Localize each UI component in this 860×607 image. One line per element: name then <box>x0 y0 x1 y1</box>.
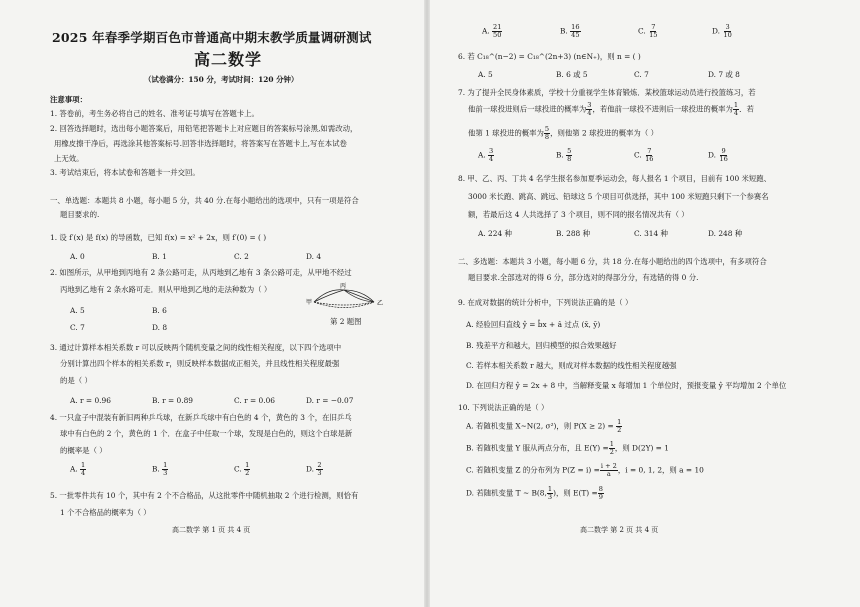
q7-option-a: A. $\frac{3}{4}$ <box>478 147 494 163</box>
question-4: 4. 一只盒子中混装有新旧两种乒乓球，在新乒乓球中有白色的 4 个，黄色的 3 个，在旧乒乓 <box>50 413 352 422</box>
q2-option-c: C. 7 <box>70 323 85 332</box>
notes-title: 注意事项： <box>50 95 87 104</box>
question-9: 9. 在成对数据的统计分析中，下列说法正确的是（ ） <box>458 298 633 307</box>
fig-label-bing: 丙 <box>340 283 347 290</box>
q1-option-d: D. 4 <box>306 252 322 261</box>
section1-heading: 一、单选题：本题共 8 小题，每小题 5 分，共 40 分.在每小题给出的选项中，只有一项是符合 <box>50 196 359 205</box>
question-8-cont: 3000 米长跑、跳高、跳远、铅球这 5 个项目可供选择，其中 100 米短跑只剩下一个参赛名 <box>468 192 769 201</box>
section1-heading-cont: 题目要求的. <box>60 210 100 219</box>
q5-option-b: B. $\frac{16}{45}$ <box>560 23 580 39</box>
q4-option-a: A. $\frac{1}{4}$ <box>70 461 86 477</box>
page-1-footer: 高二数学 第 1 页 共 4 页 <box>172 526 251 534</box>
q2-option-b: B. 6 <box>152 306 167 315</box>
question-8-cont2: 额，若最后这 4 人共选择了 3 个项目，则不同的报名情况共有（ ） <box>468 210 689 219</box>
q6-option-a: A. 5 <box>478 70 493 79</box>
q9-option-a: A. 经验回归直线 ŷ = b̂x + â 过点 (x̄, ȳ) <box>466 320 601 329</box>
q1-option-c: C. 2 <box>234 252 249 261</box>
question-5: 5. 一批零件共有 10 个，其中有 2 个不合格品，从这批零件中随机抽取 2 个进行检测，则恰有 <box>50 491 359 500</box>
q2-figure-caption: 第 2 题图 <box>330 317 362 326</box>
q2-route-figure <box>306 282 386 316</box>
q1-option-a: A. 0 <box>70 252 85 261</box>
q8-option-b: B. 288 种 <box>556 229 590 238</box>
note-line: 2. 回答选择题时，选出每小题答案后，用铅笔把答题卡上对应题目的答案标号涂黑,如需改动， <box>50 124 358 133</box>
question-6: 6. 若 C₁₈^(n−2) = C₁₈^(2n+3) (n∈N₊)，则 n = ( ) <box>458 52 641 61</box>
q9-option-d: D. 在回归方程 ŷ = 2x + 8 中，当解释变量 x 每增加 1 个单位时，预报变量 ŷ 平均增加 2 个单位 <box>466 381 787 390</box>
question-2-cont: 丙地到乙地有 2 条水路可走．则从甲地到乙地的走法种数为（ ） <box>60 285 272 294</box>
question-10: 10. 下列说法正确的是（ ） <box>458 403 549 412</box>
q8-option-a: A. 224 种 <box>478 229 512 238</box>
q2-option-d: D. 8 <box>152 323 168 332</box>
note-line: 1. 答卷前，考生务必将自己的姓名、准考证号填写在答题卡上。 <box>50 109 259 118</box>
q4-option-b: B. $\frac{1}{3}$ <box>152 461 168 477</box>
question-3-cont2: 的是（ ） <box>60 376 92 385</box>
question-4-cont2: 的概率是（ ） <box>60 446 107 455</box>
question-2: 2. 如图所示，从甲地到丙地有 2 条公路可走，从丙地到乙地有 3 条公路可走，从甲地不经过 <box>50 268 352 277</box>
question-3-cont: 分别计算出四个样本的相关系数 r，则反映样本数据成正相关，并且线性相关程度最强 <box>60 359 340 368</box>
question-4-cont: 球中有白色的 2 个，黄色的 1 个．在盒子中任取一个球，发现是白色的，则这个白球是新 <box>60 429 353 438</box>
q5-option-d: D. $\frac{3}{10}$ <box>712 23 732 39</box>
page-2 <box>452 0 816 607</box>
note-line: 上无效。 <box>54 154 84 163</box>
page-1 <box>44 0 404 607</box>
exam-title: 2025 年春季学期百色市普通高中期末教学质量调研测试 <box>52 30 372 45</box>
page-gutter <box>424 0 430 607</box>
question-5-cont: 1 个不合格品的概率为（ ） <box>60 508 151 517</box>
note-line: 3. 考试结束后，将本试卷和答题卡一并交回。 <box>50 168 200 177</box>
q8-option-d: D. 248 种 <box>708 229 743 238</box>
q7-option-d: D. $\frac{9}{16}$ <box>708 147 728 163</box>
page-2-footer: 高二数学 第 2 页 共 4 页 <box>580 526 659 534</box>
q1-option-b: B. 1 <box>152 252 167 261</box>
q10-option-b: B. 若随机变量 Y 服从两点分布，且 E(Y) = $\frac{1}{2}$ ，则 D(2Y) = 1 <box>466 440 669 456</box>
q6-option-b: B. 6 或 5 <box>556 70 588 79</box>
q10-option-d: D. 若随机变量 T ~ B(8, $\frac{1}{3}$ )，则 E(T) = $\frac{8}{9}$ <box>466 485 603 501</box>
section2-heading: 二、多选题：本题共 3 小题，每小题 6 分，共 18 分.在每小题给出的四个选项中，有多项符合 <box>458 257 767 266</box>
question-7: 7. 为了提升全民身体素质，学校十分重视学生体育锻炼．某校篮球运动员进行投篮练习，若 <box>458 88 756 97</box>
q5-option-c: C. $\frac{7}{15}$ <box>638 23 658 39</box>
question-7-cont: 他前一球投进则后一球投进的概率为 $\frac{3}{4}$ ，若他前一球投不进则后一球投进的概率为 $\frac{1}{4}$ ．若 <box>468 101 754 117</box>
fig-label-yi: 乙 <box>377 300 384 307</box>
question-8: 8. 甲、乙、丙、丁共 4 名学生报名参加夏季运动会，每人报名 1 个项目，目前有 100 米短跑、 <box>458 174 772 183</box>
q9-option-c: C. 若样本相关系数 r 越大，则成对样本数据的线性相关程度越强 <box>466 361 677 370</box>
q7-option-b: B. $\frac{5}{8}$ <box>556 147 572 163</box>
q3-option-d: D. r = −0.07 <box>306 396 354 405</box>
question-1: 1. 设 f′(x) 是 f(x) 的导函数，已知 f(x) = x² + 2x，则 f′(0) = ( ) <box>50 233 267 242</box>
q2-option-a: A. 5 <box>70 306 85 315</box>
q3-option-c: C. r = 0.06 <box>234 396 275 405</box>
q5-option-a: A. $\frac{21}{50}$ <box>482 23 502 39</box>
q4-option-d: D. $\frac{2}{3}$ <box>306 461 322 477</box>
q10-option-a: A. 若随机变量 X~N(2, σ²)，则 P(X ≥ 2) = $\frac{1}{2}$ <box>466 418 622 434</box>
q6-option-c: C. 7 <box>634 70 649 79</box>
note-line: 用橡皮擦干净后，再选涂其他答案标号.回答非选择题时，将答案写在答题卡上,写在本试卷 <box>54 139 347 148</box>
q9-option-b: B. 残差平方和越大，回归模型的拟合效果越好 <box>466 341 617 350</box>
q3-option-a: A. r = 0.96 <box>70 396 111 405</box>
exam-info: （试卷满分：150 分，考试时间：120 分钟） <box>144 75 299 84</box>
section2-heading-cont: 题目要求.全部选对的得 6 分，部分选对的得部分分，有选错的得 0 分. <box>468 273 699 282</box>
q3-option-b: B. r = 0.89 <box>152 396 194 405</box>
q7-option-c: C. $\frac{7}{16}$ <box>634 147 654 163</box>
q6-option-d: D. 7 或 8 <box>708 70 740 79</box>
question-7-cont2: 他第 1 球投进的概率为 $\frac{5}{8}$ ，则他第 2 球投进的概率为（ ） <box>468 125 658 141</box>
q4-option-c: C. $\frac{1}{2}$ <box>234 461 250 477</box>
subject-title: 高二数学 <box>194 50 263 69</box>
q10-option-c: C. 若随机变量 Z 的分布列为 P(Z = i) = $\frac{i + 2}{a}$ ，i = 0, 1, 2，则 a = 10 <box>466 462 704 478</box>
q8-option-c: C. 314 种 <box>634 229 668 238</box>
question-3: 3. 通过计算样本相关系数 r 可以反映两个随机变量之间的线性相关程度，以下四个选项中 <box>50 343 342 352</box>
fig-label-jia: 甲 <box>306 299 313 306</box>
